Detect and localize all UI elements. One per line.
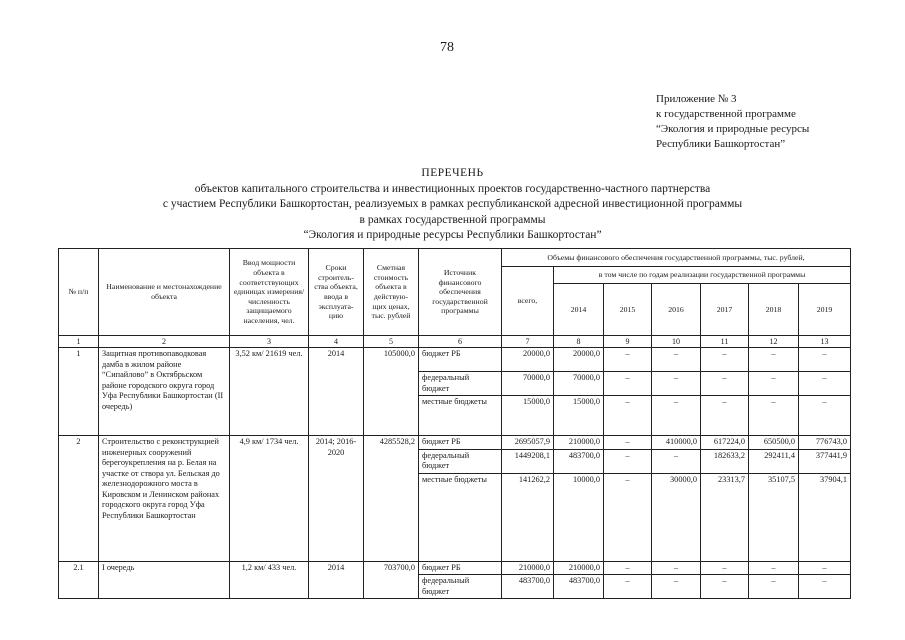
funding-year: 483700,0	[554, 575, 604, 599]
object-capacity: 4,9 км/ 1734 чел.	[230, 436, 309, 562]
table-row	[59, 348, 851, 372]
page-number: 78	[440, 40, 454, 55]
funding-source: федеральный бюджет	[419, 372, 502, 396]
header-year: 2016	[652, 284, 701, 336]
table-row	[59, 436, 851, 450]
funding-source: бюджет РБ	[419, 348, 502, 372]
header-num: № п/п	[59, 249, 99, 336]
funding-year: 377441,9	[799, 449, 851, 473]
table-row	[59, 561, 851, 575]
funding-year: 292411,4	[749, 449, 799, 473]
funding-year: 20000,0	[554, 348, 604, 372]
funding-total: 2695057,9	[502, 436, 554, 450]
column-index: 4	[309, 336, 364, 348]
objects-table	[58, 248, 851, 599]
funding-year: 23313,7	[701, 473, 749, 561]
funding-year: 15000,0	[554, 396, 604, 436]
funding-year: –	[799, 575, 851, 599]
funding-year: –	[799, 348, 851, 372]
header-year: 2018	[749, 284, 799, 336]
funding-year: –	[701, 575, 749, 599]
funding-year: –	[799, 561, 851, 575]
funding-year: 35107,5	[749, 473, 799, 561]
appendix-line: “Экология и природные ресурсы	[656, 123, 810, 135]
funding-year: –	[604, 473, 652, 561]
object-capacity: 1,2 км/ 433 чел.	[230, 561, 309, 599]
appendix-line: Приложение № 3	[656, 93, 737, 105]
funding-total: 15000,0	[502, 396, 554, 436]
funding-source: бюджет РБ	[419, 436, 502, 450]
object-name: Защитная противопаводковая дамба в жилом районе “Сипайлово” в Октябрьском районе городского округа город Уфа Республики Башкортостан (II очередь)	[99, 348, 230, 436]
header-name: Наименование и местонахождение объекта	[99, 249, 230, 336]
funding-total: 1449208,1	[502, 449, 554, 473]
funding-year: 70000,0	[554, 372, 604, 396]
header-year: 2017	[701, 284, 749, 336]
appendix-note	[656, 92, 809, 152]
funding-year: –	[604, 561, 652, 575]
heading-line: объектов капитального строительства и инвестиционных проектов государственно-частного партнерства	[194, 182, 711, 195]
funding-year: –	[652, 372, 701, 396]
funding-year: 30000,0	[652, 473, 701, 561]
funding-total: 210000,0	[502, 561, 554, 575]
funding-year: –	[749, 348, 799, 372]
funding-year: 776743,0	[799, 436, 851, 450]
document-heading	[0, 166, 905, 244]
funding-total: 20000,0	[502, 348, 554, 372]
appendix-line: к государственной программе	[656, 108, 796, 120]
column-index: 7	[502, 336, 554, 348]
header-source: Источник финансового обеспечения государственной программы	[419, 249, 502, 336]
funding-year: –	[701, 561, 749, 575]
funding-year: –	[604, 436, 652, 450]
funding-year: –	[701, 348, 749, 372]
funding-year: 617224,0	[701, 436, 749, 450]
funding-year: 182633,2	[701, 449, 749, 473]
header-period: Сроки строитель-ства объекта, ввода в эксплуата-цию	[309, 249, 364, 336]
funding-year: –	[749, 561, 799, 575]
funding-source: бюджет РБ	[419, 561, 502, 575]
object-num: 1	[59, 348, 99, 436]
heading-line: “Экология и природные ресурсы Республики Башкортостан”	[303, 229, 602, 241]
header-capacity: Ввод мощности объекта в соответствующих единицах измерения/ численность защищаемого населения, чел.	[230, 249, 309, 336]
header-year: 2014	[554, 284, 604, 336]
funding-year: –	[799, 396, 851, 436]
object-num: 2	[59, 436, 99, 562]
object-num: 2.1	[59, 561, 99, 599]
column-index: 5	[364, 336, 419, 348]
heading-line: с участием Республики Башкортостан, реализуемых в рамках республиканской адресной инвестиционной программы	[162, 198, 743, 210]
object-cost: 105000,0	[364, 348, 419, 436]
column-index: 1	[59, 336, 99, 348]
header-by-years: в том числе по годам реализации государственной программы	[554, 267, 851, 284]
header-funding: Объемы финансового обеспечения государственной программы, тыс. рублей,	[502, 249, 851, 267]
funding-total: 483700,0	[502, 575, 554, 599]
column-index: 12	[749, 336, 799, 348]
object-cost: 703700,0	[364, 561, 419, 599]
column-index: 3	[230, 336, 309, 348]
funding-year: –	[604, 575, 652, 599]
funding-year: –	[799, 372, 851, 396]
funding-year: –	[701, 396, 749, 436]
object-name: Строительство с реконструкцией инженерных сооружений берегоукрепления на р. Белая на участке от створа ул. Бельская до железнодорожного моста в Кировском и Ленинском районах городского округа город Уфа Республики Башкортостан	[99, 436, 230, 562]
object-name: I очередь	[99, 561, 230, 599]
funding-year: –	[604, 449, 652, 473]
header-year: 2015	[604, 284, 652, 336]
column-index: 9	[604, 336, 652, 348]
object-period: 2014	[309, 348, 364, 436]
funding-source: местные бюджеты	[419, 396, 502, 436]
funding-year: –	[652, 396, 701, 436]
object-period: 2014	[309, 561, 364, 599]
funding-year: –	[749, 396, 799, 436]
column-index-row	[59, 336, 851, 348]
funding-source: федеральный бюджет	[419, 575, 502, 599]
header-total: всего,	[502, 267, 554, 336]
funding-year: 210000,0	[554, 436, 604, 450]
heading-line: в рамках государственной программы	[359, 213, 546, 226]
object-cost: 4285528,2	[364, 436, 419, 562]
funding-total: 141262,2	[502, 473, 554, 561]
funding-year: –	[749, 575, 799, 599]
funding-year: –	[604, 372, 652, 396]
funding-year: –	[604, 348, 652, 372]
column-index: 10	[652, 336, 701, 348]
appendix-line: Республики Башкортостан”	[656, 138, 786, 150]
column-index: 11	[701, 336, 749, 348]
funding-year: –	[749, 372, 799, 396]
funding-source: федеральный бюджет	[419, 449, 502, 473]
header-cost: Сметная стоимость объекта в действую-щих ценах, тыс. рублей	[364, 249, 419, 336]
funding-year: 210000,0	[554, 561, 604, 575]
funding-source: местные бюджеты	[419, 473, 502, 561]
object-period: 2014; 2016-2020	[309, 436, 364, 562]
funding-year: 650500,0	[749, 436, 799, 450]
funding-year: –	[652, 449, 701, 473]
funding-year: –	[701, 372, 749, 396]
funding-year: 10000,0	[554, 473, 604, 561]
funding-year: –	[652, 561, 701, 575]
funding-year: –	[652, 575, 701, 599]
object-capacity: 3,52 км/ 21619 чел.	[230, 348, 309, 436]
funding-total: 70000,0	[502, 372, 554, 396]
column-index: 6	[419, 336, 502, 348]
column-index: 13	[799, 336, 851, 348]
funding-year: –	[604, 396, 652, 436]
funding-year: –	[652, 348, 701, 372]
document-title: ПЕРЕЧЕНЬ	[421, 167, 484, 179]
header-year: 2019	[799, 284, 851, 336]
funding-year: 37904,1	[799, 473, 851, 561]
column-index: 2	[99, 336, 230, 348]
funding-year: 483700,0	[554, 449, 604, 473]
column-index: 8	[554, 336, 604, 348]
funding-year: 410000,0	[652, 436, 701, 450]
